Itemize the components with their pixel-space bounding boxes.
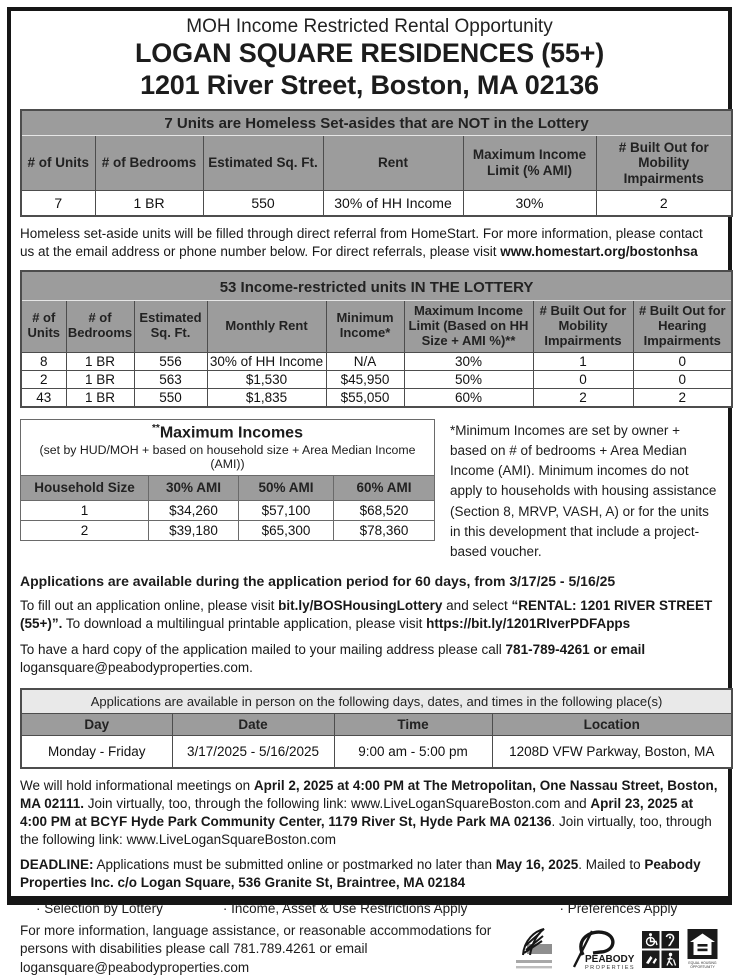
text-segment: May 16, 2025: [495, 857, 579, 873]
cell: 9:00 am - 5:00 pm: [334, 736, 492, 769]
cell: $57,100: [239, 500, 334, 520]
income-section: [20, 419, 719, 563]
header-cell: # of Units: [21, 300, 66, 352]
table-row: [21, 500, 435, 520]
table-header-row: [21, 476, 435, 501]
lottery-units-table: [20, 270, 733, 408]
header-cell: Date: [172, 713, 334, 736]
table-title-row: [21, 419, 435, 475]
cell: 1 BR: [66, 388, 134, 407]
cell: 1 BR: [66, 370, 134, 388]
cell: 556: [134, 352, 207, 370]
flyer-footer: [20, 922, 719, 977]
cell: 550: [134, 388, 207, 407]
hard-copy-paragraph: [20, 641, 719, 677]
header-cell: Maximum Income Limit (% AMI): [463, 135, 596, 191]
cell: 50%: [404, 370, 533, 388]
header-cell: 50% AMI: [239, 476, 334, 501]
text-segment: logansquare@peabodyproperties.com.: [20, 659, 253, 675]
cell: 30%: [404, 352, 533, 370]
table-banner-row: [21, 689, 732, 714]
cell: 30% of HH Income: [207, 352, 326, 370]
cell: 0: [633, 352, 732, 370]
table-row: [21, 370, 732, 388]
text-segment: April 2, 2025 at 4:00 PM at The Metropolitan, One Nassau Street, Boston, MA 02111.: [20, 778, 718, 812]
cell: 2: [633, 388, 732, 407]
cell: 3/17/2025 - 5/16/2025: [172, 736, 334, 769]
apply-online-paragraph: [20, 597, 719, 633]
conditions-bullets: [20, 901, 719, 916]
table-subtitle: (set by HUD/MOH + based on household size + Area Median Income (AMI)): [39, 443, 416, 472]
cell: 8: [21, 352, 66, 370]
cell: 1 BR: [95, 191, 203, 217]
max-incomes-table: [20, 419, 435, 541]
header-cell: # of Units: [21, 135, 95, 191]
link-text[interactable]: bit.ly/BOSHousingLottery: [278, 598, 443, 614]
header-cell: # of Bedrooms: [95, 135, 203, 191]
cell: $39,180: [149, 520, 239, 540]
table-title: 53 Income-restricted units IN THE LOTTERY: [21, 271, 732, 301]
cell: 0: [633, 370, 732, 388]
cell: $55,050: [326, 388, 404, 407]
cell: $1,835: [207, 388, 326, 407]
text-segment: Applications must be submitted online or postmarked no later than: [93, 857, 496, 873]
cell: 7: [21, 191, 95, 217]
table-row: [21, 388, 732, 407]
page-title: LOGAN SQUARE RESIDENCES (55+): [134, 38, 605, 68]
header-cell: Day: [21, 713, 172, 736]
text-segment: To download a multilingual printable application, please visit: [62, 616, 427, 632]
footnote-mark: **: [152, 422, 160, 434]
flyer-eyebrow: MOH Income Restricted Rental Opportunity: [186, 16, 553, 37]
fair-housing-caption: [516, 960, 552, 963]
table-title-row: [21, 271, 732, 301]
text-segment: . Join virtually, too, through the following link:: [20, 813, 712, 847]
header-cell: Monthly Rent: [207, 300, 326, 352]
table-header-row: [21, 300, 732, 352]
text-segment: Peabody Properties Inc. c/o Logan Square, 536 Granite St, Braintree, MA 02184: [20, 857, 701, 891]
link-text[interactable]: www.LiveLoganSquareBoston.com: [126, 831, 336, 847]
bullet-item: · Income, Asset & Use Restrictions Apply: [222, 901, 468, 917]
text-segment: We will hold informational meetings on: [20, 778, 254, 794]
table-title-text: Maximum Incomes: [159, 424, 303, 442]
homeless-note: [20, 225, 719, 261]
eho-caption-line2: OPPORTUNITY: [690, 964, 715, 969]
cell: $65,300: [239, 520, 334, 540]
text-segment: Join virtually, too, through the following link:: [84, 796, 351, 812]
peabody-properties-logo: [561, 927, 635, 971]
header-cell: Minimum Income*: [326, 300, 404, 352]
text-segment: and: [560, 796, 591, 812]
table-title-row: [21, 110, 732, 136]
header-cell: # of Bedrooms: [66, 300, 134, 352]
cell: 1: [533, 352, 633, 370]
text-segment: and select: [442, 598, 512, 614]
cell: 1208D VFW Parkway, Boston, MA: [492, 736, 732, 769]
equal-housing-opportunity-logo: [686, 929, 719, 970]
cell: 550: [203, 191, 323, 217]
peabody-wordmark: PEABODY: [585, 954, 635, 966]
cell: $68,520: [334, 500, 435, 520]
cell: $1,530: [207, 370, 326, 388]
cell: 43: [21, 388, 66, 407]
table-row: [21, 736, 732, 769]
cell: 2: [21, 520, 149, 540]
table-row: [21, 191, 732, 217]
table-header-row: [21, 135, 732, 191]
text-segment: “RENTAL: 1201 RIVER STREET (55+)”.: [20, 598, 713, 632]
cell: 1 BR: [66, 352, 134, 370]
link-text[interactable]: https://bit.ly/1201RIverPDFApps: [426, 616, 631, 632]
header-cell: Location: [492, 713, 732, 736]
flyer-page: [7, 7, 732, 975]
link-text[interactable]: www.homestart.org/bostonhsa: [500, 244, 698, 260]
cell: 2: [21, 370, 66, 388]
cell: 0: [533, 370, 633, 388]
table-title: [25, 423, 430, 442]
header-cell: Maximum Income Limit (Based on HH Size + AMI %)**: [404, 300, 533, 352]
text-segment: April 23, 2025 at 4:00 PM at BCYF Hyde Park Community Center, 1179 River St, Hyde Park MA 02136: [20, 796, 694, 829]
deadline-paragraph: [20, 856, 719, 892]
header-cell: Estimated Sq. Ft.: [203, 135, 323, 191]
peabody-subtext: PROPERTIES: [585, 965, 635, 972]
cell: $34,260: [149, 500, 239, 520]
table-header-row: [21, 713, 732, 736]
header-cell: 60% AMI: [334, 476, 435, 501]
cell: 30% of HH Income: [323, 191, 463, 217]
cell: 1: [21, 500, 149, 520]
cell: 30%: [463, 191, 596, 217]
footer-contact-info: For more information, language assistance, or reasonable accommodations for persons with disabilities please call 781.789.4261 or email logansquare@peabodyproperties.com: [20, 923, 492, 975]
cell: 2: [596, 191, 732, 217]
table-banner: Applications are available in person on the following days, dates, and times in the following place(s): [21, 689, 732, 714]
cell: 563: [134, 370, 207, 388]
table-row: [21, 352, 732, 370]
cell: 60%: [404, 388, 533, 407]
header-cell: # Built Out for Hearing Impairments: [633, 300, 732, 352]
cell: $78,360: [334, 520, 435, 540]
fair-housing-logo: [514, 927, 554, 971]
header-cell: Rent: [323, 135, 463, 191]
min-income-note: *Minimum Incomes are set by owner + based on # of bedrooms + Area Median Income (AMI). Minimum incomes do not apply to households with housing assistance (Section 8, MRVP, VASH, A) or for the units in this development that include a project-based voucher.: [450, 422, 717, 560]
table-row: [21, 520, 435, 540]
cell: $45,950: [326, 370, 404, 388]
header-cell: Estimated Sq. Ft.: [134, 300, 207, 352]
flyer-header: [20, 16, 719, 102]
homeless-setaside-table: [20, 109, 733, 218]
cell: 2: [533, 388, 633, 407]
text-segment: 781-789-4261 or email: [505, 642, 646, 658]
bullet-item: · Preferences Apply: [559, 901, 678, 917]
footer-logos: [514, 927, 719, 971]
accessibility-icons-logo: [642, 931, 679, 968]
header-cell: Time: [334, 713, 492, 736]
bullet-item: · Selection by Lottery: [36, 901, 163, 917]
in-person-table: [20, 688, 733, 770]
link-text[interactable]: www.LiveLoganSquareBoston.com: [350, 796, 561, 812]
header-cell: # Built Out for Mobility Impairments: [596, 135, 732, 191]
text-segment: . Mailed to: [578, 857, 645, 873]
property-address: 1201 River Street, Boston, MA 02136: [140, 69, 599, 100]
cell: N/A: [326, 352, 404, 370]
eho-caption-line1: EQUAL HOUSING: [688, 960, 717, 965]
table-title: 7 Units are Homeless Set-asides that are NOT in the Lottery: [21, 110, 732, 136]
text-segment: Homeless set-aside units will be filled through direct referral from HomeStart. For more information, please contact us at the email address or phone number below. For direct referrals, please visit: [20, 226, 703, 260]
header-cell: # Built Out for Mobility Impairments: [533, 300, 633, 352]
text-segment: To fill out an application online, please visit: [20, 598, 279, 614]
meetings-paragraph: [20, 777, 719, 848]
text-segment: DEADLINE:: [20, 857, 94, 873]
header-cell: 30% AMI: [149, 476, 239, 501]
text-segment: To have a hard copy of the application mailed to your mailing address please call: [20, 642, 506, 658]
header-cell: Household Size: [21, 476, 149, 501]
cell: Monday - Friday: [21, 736, 172, 769]
application-period-line: Applications are available during the application period for 60 days, from 3/17/25 - 5/16/25: [20, 573, 616, 590]
